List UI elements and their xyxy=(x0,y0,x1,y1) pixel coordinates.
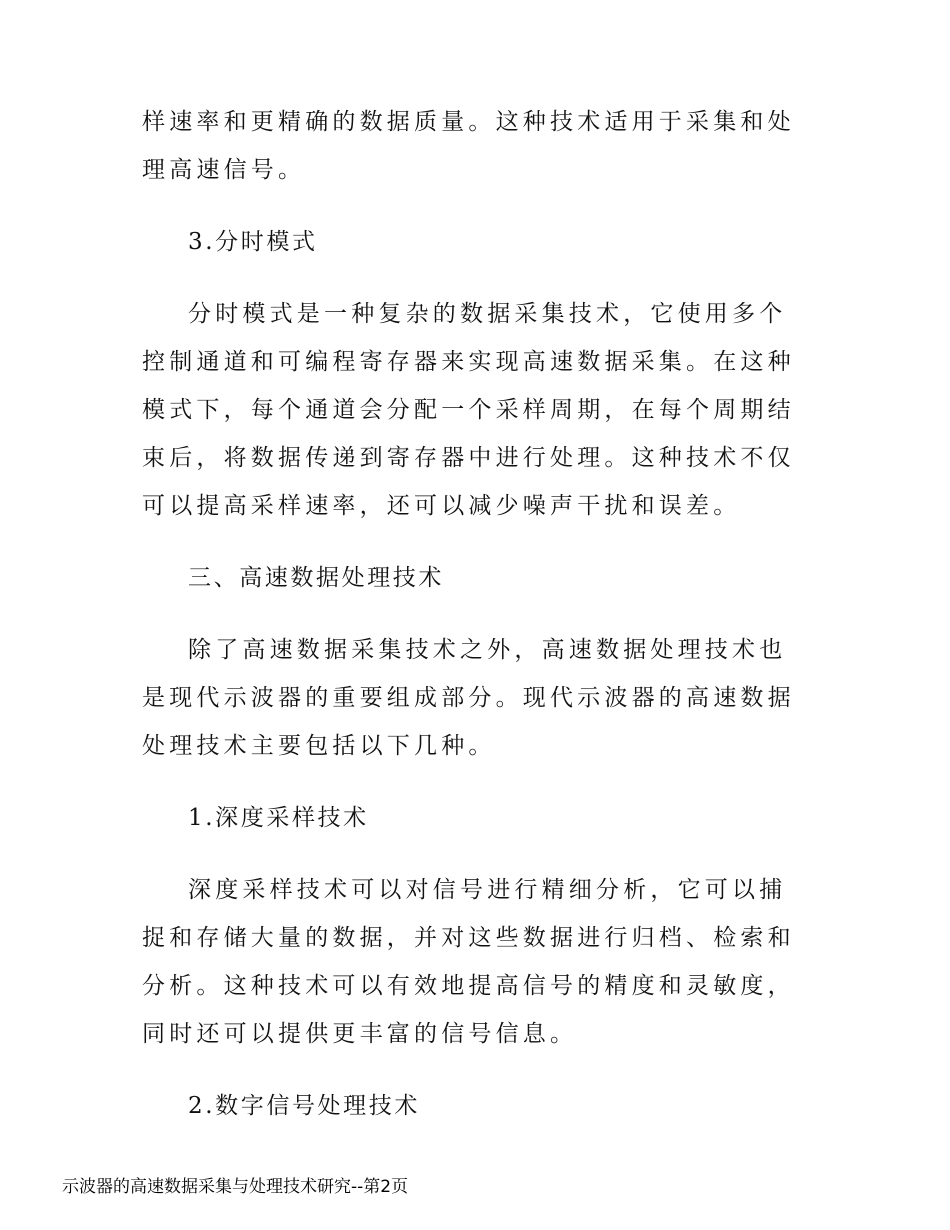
paragraph-deep-sampling: 深度采样技术可以对信号进行精细分析，它可以捕捉和存储大量的数据，并对这些数据进行归档、检索和分析。这种技术可以有效地提高信号的精度和灵敏度，同时还可以提供更丰富的信号信息。 xyxy=(142,877,795,1047)
page-footer: 示波器的高速数据采集与处理技术研究--第2页 xyxy=(62,1177,409,1197)
paragraph-time-division-mode: 分时模式是一种复杂的数据采集技术，它使用多个控制通道和可编程寄存器来实现高速数据采集。在这种模式下，每个通道会分配一个采样周期，在每个周期结束后，将数据传递到寄存器中进行处理。这种技术不仅可以提高采样速率，还可以减少噪声干扰和误差。 xyxy=(142,301,795,519)
document-body xyxy=(142,98,806,1154)
section-heading-time-division-mode: 3.分时模式 xyxy=(188,229,318,255)
paragraph-high-speed-processing-intro: 除了高速数据采集技术之外，高速数据处理技术也是现代示波器的重要组成部分。现代示波器的高速数据处理技术主要包括以下几种。 xyxy=(142,637,795,759)
paragraph-continuation: 样速率和更精确的数据质量。这种技术适用于采集和处理高速信号。 xyxy=(142,109,795,183)
section-heading-digital-signal-processing: 2.数字信号处理技术 xyxy=(188,1093,420,1119)
section-heading-deep-sampling: 1.深度采样技术 xyxy=(188,805,369,831)
section-heading-high-speed-processing: 三、高速数据处理技术 xyxy=(188,565,444,591)
